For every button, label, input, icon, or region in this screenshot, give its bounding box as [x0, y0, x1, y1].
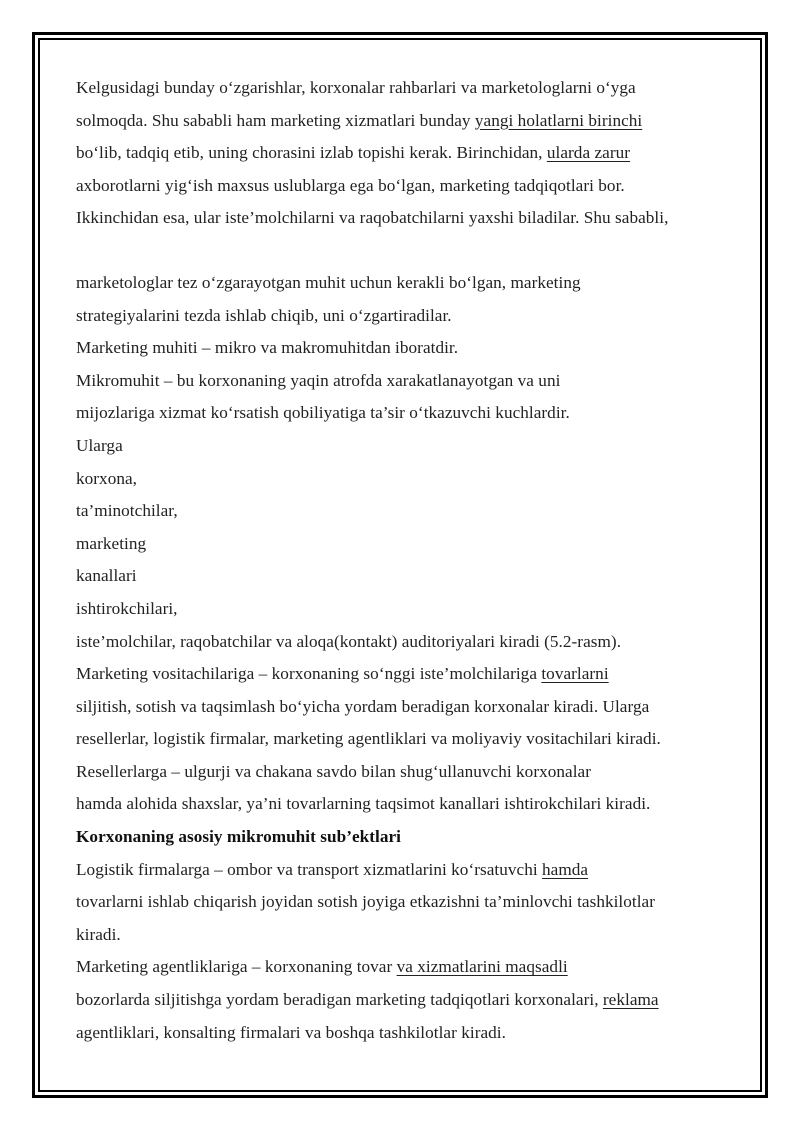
- text-segment: Logistik firmalarga – ombor va transport xizmatlarini ko‘rsatuvchi: [76, 859, 543, 879]
- text-segment: Resellerlarga – ulgurji va chakana savdo bilan shug‘ullanuvchi korxonalar: [76, 761, 591, 781]
- text-segment: hamda alohida shaxslar, ya’ni tovarlarning taqsimot kanallari ishtirokchilari kiradi.: [76, 794, 651, 814]
- text-segment: Ularga: [76, 435, 123, 455]
- text-segment: kiradi.: [76, 924, 121, 944]
- text-segment: Marketing vositachilariga – korxonaning so‘nggi iste’molchilariga: [76, 664, 542, 684]
- underlined-text: reklama: [602, 990, 659, 1010]
- underlined-text: va xizmatlarini maqsadli: [396, 957, 568, 977]
- text-segment: Mikromuhit – bu korxonaning yaqin atrofda xarakatlanayotgan va uni: [76, 370, 561, 390]
- text-segment: agentliklari, konsalting firmalari va boshqa tashkilotlar kiradi.: [76, 1022, 506, 1042]
- text-line: [76, 72, 736, 105]
- text-line: [76, 984, 736, 1017]
- text-line: [76, 267, 736, 300]
- text-segment: strategiyalarini tezda ishlab chiqib, uni o‘zgartiradilar.: [76, 305, 452, 325]
- text-segment: ta’minotchilar,: [76, 501, 178, 521]
- text-line: [76, 756, 736, 789]
- text-line: [76, 202, 736, 235]
- text-segment: Ikkinchidan esa, ular iste’molchilarni va raqobatchilarni yaxshi biladilar. Shu sababli,: [76, 208, 669, 228]
- text-segment: kanallari: [76, 566, 137, 586]
- text-line: [76, 332, 736, 365]
- underlined-text: tovarlarni: [541, 664, 609, 684]
- text-line: [76, 170, 736, 203]
- text-line: [76, 397, 736, 430]
- text-line: [76, 560, 736, 593]
- paragraph-gap: [76, 235, 736, 267]
- text-segment: solmoqda. Shu sababli ham marketing xizmatlari bunday: [76, 110, 475, 130]
- text-segment: korxona,: [76, 468, 138, 488]
- underlined-text: ularda zarur: [546, 143, 631, 163]
- text-line: [76, 854, 736, 887]
- underlined-text: yangi holatlarni birinchi: [474, 110, 643, 130]
- text-segment: tovarlarni ishlab chiqarish joyidan sotish joyiga etkazishni ta’minlovchi tashkilotlar: [76, 892, 656, 912]
- text-line: [76, 886, 736, 919]
- text-segment: marketing: [76, 533, 147, 553]
- text-line: [76, 658, 736, 691]
- text-line: [76, 300, 736, 333]
- text-segment: Marketing muhiti – mikro va makromuhitdan iboratdir.: [76, 338, 459, 358]
- text-segment: bozorlarda siljitishga yordam beradigan marketing tadqiqotlari korxonalari,: [76, 990, 603, 1010]
- text-line: [76, 723, 736, 756]
- text-line: [76, 430, 736, 463]
- text-line: [76, 137, 736, 170]
- text-line: [76, 919, 736, 952]
- text-segment: bo‘lib, tadqiq etib, uning chorasini izlab topishi kerak. Birinchidan,: [76, 143, 547, 163]
- text-segment: Marketing agentliklariga – korxonaning tovar: [76, 957, 397, 977]
- text-segment: mijozlariga xizmat ko‘rsatish qobiliyatiga ta’sir o‘tkazuvchi kuchlardir.: [76, 403, 570, 423]
- text-segment: Kelgusidagi bunday o‘zgarishlar, korxonalar rahbarlari va marketologlarni o‘yga: [76, 78, 636, 97]
- text-line: [76, 691, 736, 724]
- text-line: [76, 593, 736, 626]
- underlined-text: hamda: [542, 859, 589, 879]
- section-heading: [76, 821, 736, 854]
- text-line: [76, 788, 736, 821]
- bold-text: Korxonaning asosiy mikromuhit sub’ektlari: [76, 827, 402, 847]
- text-line: [76, 365, 736, 398]
- text-segment: ishtirokchilari,: [76, 598, 178, 618]
- text-line: [76, 495, 736, 528]
- text-segment: marketologlar tez o‘zgarayotgan muhit uchun kerakli bo‘lgan, marketing: [76, 272, 581, 292]
- text-line: [76, 105, 736, 138]
- text-line: [76, 1017, 736, 1050]
- text-segment: siljitish, sotish va taqsimlash bo‘yicha yordam beradigan korxonalar kiradi. Ularga: [76, 696, 650, 716]
- document-body: [76, 72, 736, 1049]
- text-line: [76, 528, 736, 561]
- text-segment: axborotlarni yig‘ish maxsus uslublarga ega bo‘lgan, marketing tadqiqotlari bor.: [76, 175, 625, 195]
- text-segment: iste’molchilar, raqobatchilar va aloqa(kontakt) auditoriyalari kiradi (5.2-rasm).: [76, 631, 622, 651]
- text-line: [76, 626, 736, 659]
- text-line: [76, 463, 736, 496]
- text-segment: resellerlar, logistik firmalar, marketing agentliklari va moliyaviy vositachilari kiradi.: [76, 729, 661, 749]
- text-line: [76, 951, 736, 984]
